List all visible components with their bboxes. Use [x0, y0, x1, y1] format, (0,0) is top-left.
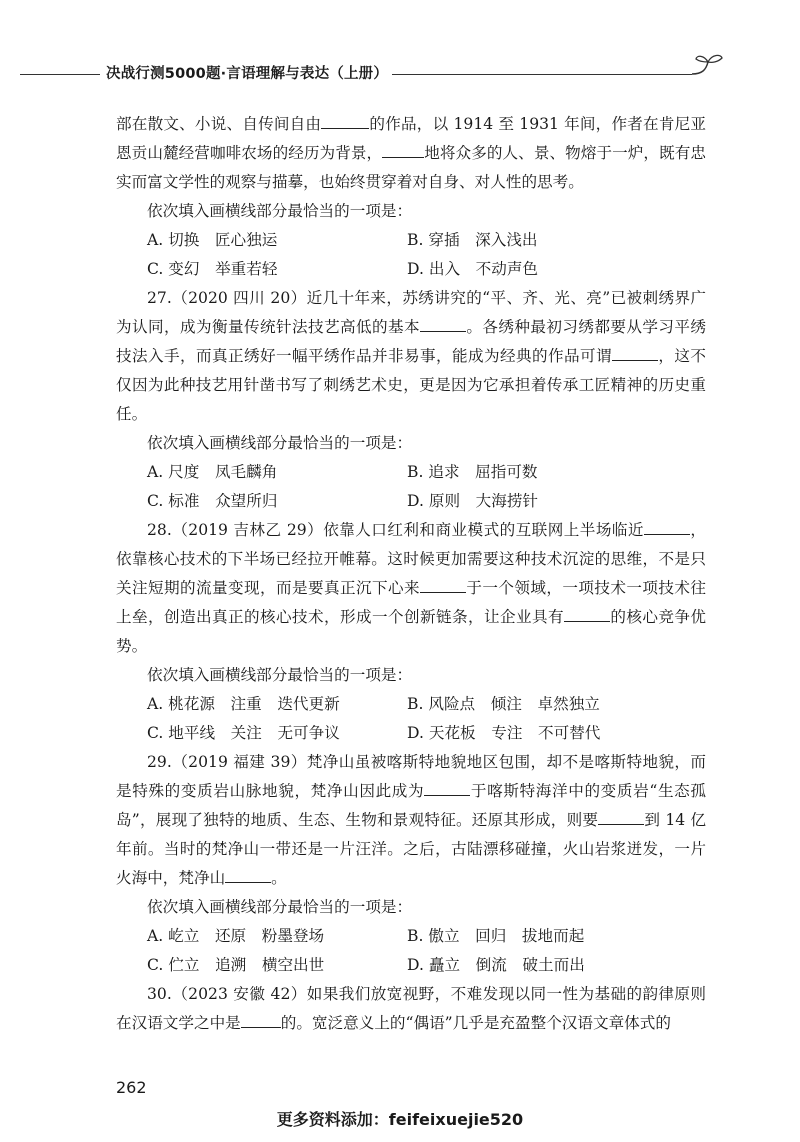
question-28-stem: 28.（2019 吉林乙 29）依靠人口红利和商业模式的互联网上半场临近 ，依靠核心技术的下半场已经拉开帷幕。这时候更加需要这种技术沉淀的思维，不是只关注短期的流量变现，而是要真正沉下心来 于一个领域，一项技术一项技术往上垒，创造出真正的核心技术，形成一个创新链条，让企业具有 的核心竞争优势。: [116, 521, 706, 655]
question-27-options-row-2: [116, 487, 706, 516]
option-a: A. 切换 匠心独运: [147, 231, 278, 249]
option-b: B. 穿插 深入浅出: [407, 231, 538, 249]
option-d: D. 原则 大海捞针: [407, 492, 539, 510]
question-29-options-row-1: [116, 922, 706, 951]
option-d: D. 出入 不动声色: [407, 260, 539, 278]
option-d: D. 矗立 倒流 破土而出: [407, 956, 585, 974]
question-29-options-row-2: [116, 951, 706, 980]
answer-blank: [644, 520, 690, 535]
option-c: C. 变幻 举重若轻: [147, 260, 278, 278]
book-title: 决战行测5000题·言语理解与表达（上册）: [106, 66, 389, 82]
answer-blank: [241, 1013, 281, 1028]
option-c: C. 标准 众望所归: [147, 492, 278, 510]
question-27-stem: 27.（2020 四川 20）近几十年来，苏绣讲究的“平、齐、光、亮”已被刺绣界广为认同，成为衡量传统针法技艺高低的基本 。各绣种最初习绣都要从学习平绣技法入手，而真正绣好一幅平绣作品并非易事，能成为经典的作品可谓 ，这不仅因为此种技艺用针凿书写了刺绣艺术史，更是因为它承担着传承工匠精神的历史重任。: [116, 289, 706, 423]
page-number: 262: [116, 1078, 147, 1097]
answer-blank: [424, 781, 470, 796]
question-28-prompt: 依次填入画横线部分最恰当的一项是：: [147, 666, 413, 684]
question-26-prompt: 依次填入画横线部分最恰当的一项是：: [147, 202, 413, 220]
header-rule-left: [20, 74, 100, 75]
header-rule-right: [392, 74, 692, 75]
question-26-passage: 部在散文、小说、自传间自由 的作品，以 1914 至 1931 年间，作者在肯尼亚恩贡山麓经营咖啡农场的经历为背景， 地将众多的人、景、物熔于一炉，既有忠实而富文学性的观察与描摹，也始终贯穿着对自身、对人性的思考。: [116, 115, 706, 191]
question-29-stem: 29.（2019 福建 39）梵净山虽被喀斯特地貌地区包围，却不是喀斯特地貌，而是特殊的变质岩山脉地貌，梵净山因此成为 于喀斯特海洋中的变质岩“生态孤岛”，展现了独特的地质、生态、生物和景观特征。还原其形成，则要 到 14 亿年前。当时的梵净山一带还是一片汪洋。之后，古陆漂移碰撞，火山岩浆迸发，一片火海中，梵净山 。: [116, 753, 706, 887]
option-b: B. 傲立 回归 拔地而起: [407, 927, 585, 945]
option-b: B. 追求 屈指可数: [407, 463, 538, 481]
page-content: [116, 110, 706, 1038]
option-b: B. 风险点 倾注 卓然独立: [407, 695, 600, 713]
answer-blank: [564, 607, 610, 622]
question-28-options-row-2: [116, 719, 706, 748]
answer-blank: [382, 143, 424, 158]
answer-blank: [321, 114, 369, 129]
question-26-options-row-1: [116, 226, 706, 255]
question-27-options-row-1: [116, 458, 706, 487]
question-27-prompt: 依次填入画横线部分最恰当的一项是：: [147, 434, 413, 452]
answer-blank: [598, 810, 644, 825]
sprout-icon: [688, 52, 728, 78]
option-a: A. 桃花源 注重 迭代更新: [147, 695, 340, 713]
answer-blank: [420, 317, 466, 332]
answer-blank: [612, 346, 658, 361]
footer-note: 更多资料添加：feifeixuejie520: [276, 1110, 524, 1129]
answer-blank: [225, 868, 271, 883]
option-c: C. 地平线 关注 无可争议: [147, 724, 340, 742]
option-a: A. 尺度 凤毛麟角: [147, 463, 278, 481]
option-c: C. 伫立 追溯 横空出世: [147, 956, 325, 974]
option-d: D. 天花板 专注 不可替代: [407, 724, 601, 742]
question-26-options-row-2: [116, 255, 706, 284]
question-30-stem: 30.（2023 安徽 42）如果我们放宽视野，不难发现以同一性为基础的韵律原则在汉语文学之中是 的。宽泛意义上的“偶语”几乎是充盈整个汉语文章体式的: [116, 985, 706, 1032]
question-28-options-row-1: [116, 690, 706, 719]
answer-blank: [420, 578, 466, 593]
page-header: [0, 58, 800, 88]
question-29-prompt: 依次填入画横线部分最恰当的一项是：: [147, 898, 413, 916]
option-a: A. 屹立 还原 粉墨登场: [147, 927, 325, 945]
